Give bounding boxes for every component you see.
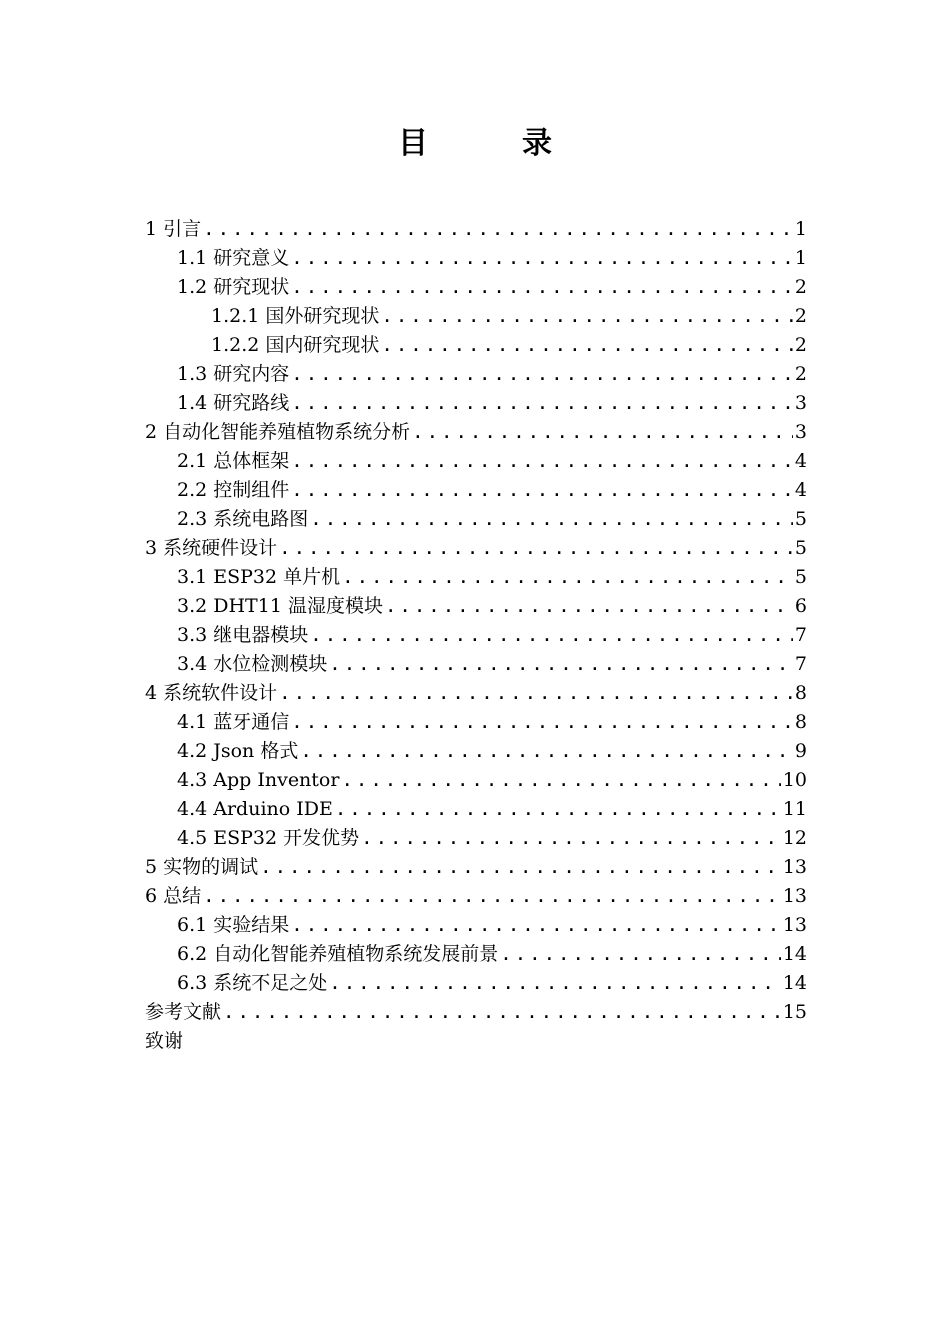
toc-entry-label: 1.4 研究路线 [177, 392, 290, 414]
toc-entry[interactable] [145, 737, 807, 766]
toc-dot-leader [203, 882, 781, 911]
toc-dot-leader [291, 447, 793, 476]
toc-entry-page-number: 1 [794, 218, 807, 240]
toc-entry-page-number: 9 [794, 740, 807, 762]
toc-entry-label: 1.2.1 国外研究现状 [211, 305, 380, 327]
toc-entry[interactable] [145, 447, 807, 476]
toc-entry-label: 3.2 DHT11 温湿度模块 [177, 595, 383, 617]
toc-entry-label: 3.3 继电器模块 [177, 624, 309, 646]
toc-list [145, 215, 807, 1056]
toc-entry[interactable] [145, 969, 807, 998]
toc-entry-label: 6.1 实验结果 [177, 914, 290, 936]
toc-entry[interactable] [145, 418, 807, 447]
toc-entry[interactable] [145, 1027, 807, 1056]
toc-entry[interactable] [145, 882, 807, 911]
toc-entry-label: 4.5 ESP32 开发优势 [177, 827, 360, 849]
toc-entry[interactable] [145, 940, 807, 969]
toc-dot-leader [279, 534, 793, 563]
toc-dot-leader [310, 621, 793, 650]
toc-dot-leader [335, 795, 781, 824]
toc-entry-page-number: 7 [794, 653, 807, 675]
toc-entry[interactable] [145, 853, 807, 882]
toc-entry-page-number: 1 [794, 247, 807, 269]
toc-dot-leader [300, 737, 793, 766]
toc-entry-label: 1.2 研究现状 [177, 276, 290, 298]
toc-entry-page-number: 14 [782, 943, 807, 965]
toc-dot-leader [361, 824, 781, 853]
toc-entry[interactable] [145, 244, 807, 273]
toc-dot-leader [279, 679, 793, 708]
toc-entry-label: 2.1 总体框架 [177, 450, 290, 472]
toc-entry[interactable] [145, 621, 807, 650]
toc-dot-leader [203, 215, 793, 244]
toc-dot-leader [291, 360, 793, 389]
toc-entry-page-number: 6 [794, 595, 807, 617]
toc-entry[interactable] [145, 476, 807, 505]
toc-entry[interactable] [145, 534, 807, 563]
toc-dot-leader [291, 273, 793, 302]
toc-entry-page-number: 2 [794, 276, 807, 298]
toc-entry-page-number: 11 [782, 798, 807, 820]
toc-entry-page-number: 10 [782, 769, 807, 791]
toc-dot-leader [385, 592, 793, 621]
toc-entry[interactable] [145, 795, 807, 824]
toc-entry[interactable] [145, 650, 807, 679]
toc-entry-page-number: 4 [794, 450, 807, 472]
toc-entry-label: 1 引言 [145, 218, 202, 240]
toc-dot-leader [291, 244, 793, 273]
toc-entry[interactable] [145, 563, 807, 592]
toc-entry[interactable] [145, 215, 807, 244]
toc-dot-leader [381, 302, 793, 331]
toc-entry[interactable] [145, 273, 807, 302]
toc-entry[interactable] [145, 998, 807, 1027]
toc-entry[interactable] [145, 824, 807, 853]
toc-entry-label: 致谢 [145, 1030, 184, 1052]
toc-entry-page-number: 3 [794, 392, 807, 414]
toc-entry-page-number: 8 [794, 682, 807, 704]
toc-entry[interactable] [145, 592, 807, 621]
toc-entry-label: 3.1 ESP32 单片机 [177, 566, 341, 588]
toc-entry[interactable] [145, 389, 807, 418]
toc-dot-leader [329, 969, 781, 998]
toc-entry-label: 6.3 系统不足之处 [177, 972, 328, 994]
toc-dot-leader [223, 998, 781, 1027]
toc-dot-leader [412, 418, 793, 447]
toc-entry-label: 4.3 App Inventor [177, 769, 340, 791]
toc-entry-label: 2.3 系统电路图 [177, 508, 309, 530]
toc-entry[interactable] [145, 679, 807, 708]
toc-dot-leader [341, 766, 780, 795]
toc-entry[interactable] [145, 302, 807, 331]
toc-entry-page-number: 2 [794, 363, 807, 385]
toc-entry[interactable] [145, 708, 807, 737]
toc-entry-label: 2.2 控制组件 [177, 479, 290, 501]
toc-entry-label: 4 系统软件设计 [145, 682, 278, 704]
toc-entry-page-number: 8 [794, 711, 807, 733]
toc-entry-page-number: 5 [794, 537, 807, 559]
toc-entry-page-number: 5 [794, 566, 807, 588]
toc-dot-leader [310, 505, 793, 534]
toc-entry-label: 6.2 自动化智能养殖植物系统发展前景 [177, 943, 499, 965]
toc-entry-page-number: 7 [794, 624, 807, 646]
toc-entry-label: 3 系统硬件设计 [145, 537, 278, 559]
toc-entry-page-number: 13 [782, 885, 807, 907]
toc-entry-label: 1.3 研究内容 [177, 363, 290, 385]
toc-entry-label: 2 自动化智能养殖植物系统分析 [145, 421, 411, 443]
toc-entry-page-number: 3 [794, 421, 807, 443]
toc-entry-label: 1.1 研究意义 [177, 247, 290, 269]
toc-entry-label: 5 实物的调试 [145, 856, 259, 878]
toc-entry[interactable] [145, 505, 807, 534]
toc-dot-leader [500, 940, 781, 969]
toc-entry-label: 1.2.2 国内研究现状 [211, 334, 380, 356]
toc-dot-leader [291, 708, 793, 737]
toc-entry-page-number: 2 [794, 334, 807, 356]
toc-entry-page-number: 5 [794, 508, 807, 530]
toc-entry-page-number: 13 [782, 856, 807, 878]
toc-entry[interactable] [145, 331, 807, 360]
toc-dot-leader [291, 476, 793, 505]
toc-entry-page-number: 2 [794, 305, 807, 327]
toc-entry-label: 6 总结 [145, 885, 202, 907]
toc-dot-leader [342, 563, 793, 592]
page-title: 目 录 [398, 126, 584, 161]
toc-dot-leader [291, 911, 781, 940]
toc-dot-leader [329, 650, 793, 679]
toc-entry[interactable] [145, 766, 807, 795]
toc-entry-page-number: 12 [782, 827, 807, 849]
toc-entry-label: 3.4 水位检测模块 [177, 653, 328, 675]
toc-entry-page-number: 4 [794, 479, 807, 501]
toc-entry-label: 4.1 蓝牙通信 [177, 711, 290, 733]
toc-entry-page-number: 14 [782, 972, 807, 994]
toc-dot-leader [260, 853, 781, 882]
toc-entry[interactable] [145, 911, 807, 940]
toc-entry-label: 4.4 Arduino IDE [177, 798, 333, 820]
toc-entry-label: 参考文献 [145, 1001, 222, 1023]
toc-entry-page-number: 13 [782, 914, 807, 936]
toc-entry-label: 4.2 Json 格式 [177, 740, 299, 762]
toc-dot-leader [291, 389, 793, 418]
toc-dot-leader [381, 331, 793, 360]
toc-entry-page-number: 15 [782, 1001, 807, 1023]
toc-entry[interactable] [145, 360, 807, 389]
